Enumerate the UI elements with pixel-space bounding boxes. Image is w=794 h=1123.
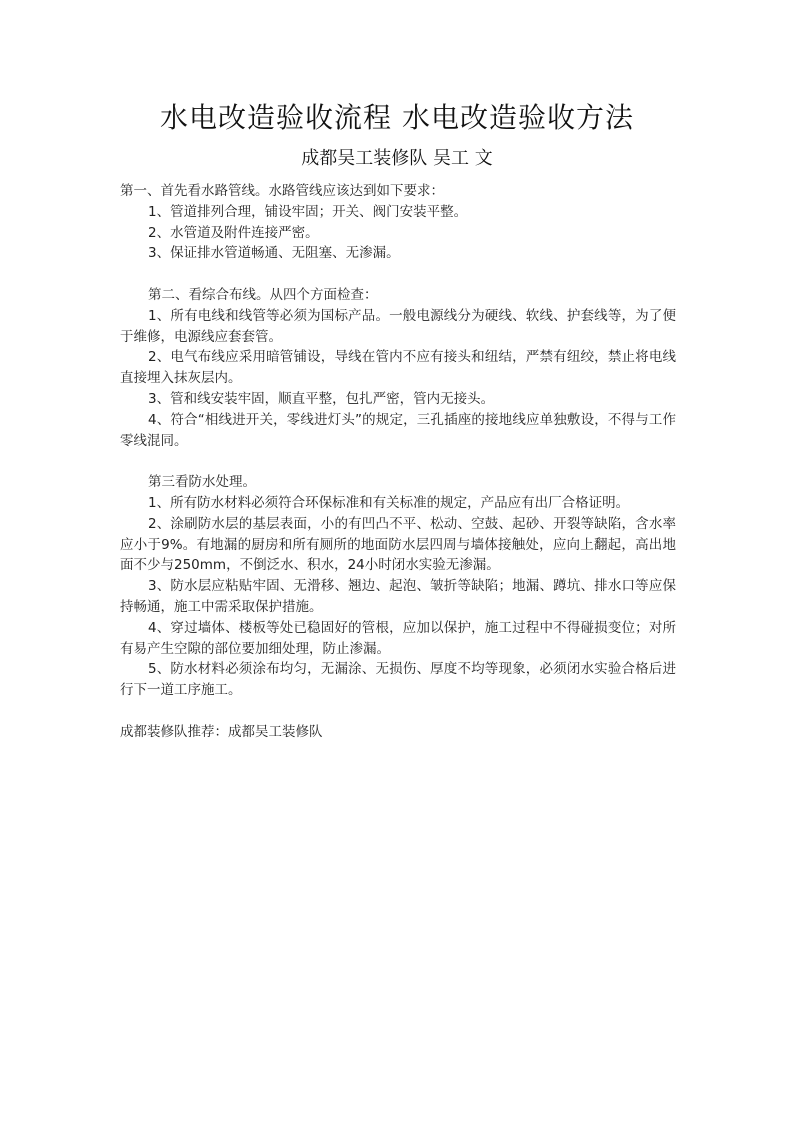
section2-item-2: 2、电气布线应采用暗管铺设，导线在管内不应有接头和纽结，严禁有纽绞，禁止将电线直接埋入抹灰层内。 <box>120 349 676 387</box>
section3-item-2: 2、涂刷防水层的基层表面，小的有凹凸不平、松动、空鼓、起砂、开裂等缺陷，含水率应小于9%。有地漏的厨房和所有厕所的地面防水层四周与墙体接触处，应向上翻起，高出地面不少与250mm，不倒泛水、积水，24小时闭水实验无渗漏。 <box>120 515 676 574</box>
section3-item-4: 4、穿过墙体、楼板等处已稳固好的管根，应加以保护，施工过程中不得碰损变位；对所有易产生空隙的部位要加细处理，防止渗漏。 <box>120 619 676 657</box>
section2-item-3: 3、管和线安装牢固，顺直平整，包扎严密，管内无接头。 <box>148 390 495 407</box>
document-title: 水电改造验收流程 水电改造验收方法 <box>160 101 634 134</box>
spacer <box>120 701 676 722</box>
section3-item-5: 5、防水材料必须涂布均匀，无漏涂、无损伤、厚度不均等现象，必须闭水实验合格后进行下一道工序施工。 <box>120 661 676 699</box>
spacer <box>120 264 676 285</box>
section1-item-2: 2、水管道及附件连接严密。 <box>148 224 319 241</box>
footer-recommendation: 成都装修队推荐：成都吴工装修队 <box>120 723 323 740</box>
author-line: 成都吴工装修队 吴工 文 <box>301 148 493 169</box>
section1-heading: 第一、首先看水路管线。水路管线应该达到如下要求： <box>120 183 444 199</box>
section1-item-3: 3、保证排水管道畅通、无阻塞、无渗漏。 <box>148 245 400 262</box>
section2-item-4: 4、符合“相线进开关，零线进灯头”的规定，三孔插座的接地线应单独敷设，不得与工作零线混同。 <box>120 411 676 449</box>
section2-heading: 第二、看综合布线。从四个方面检查： <box>148 286 378 303</box>
document-body <box>120 181 676 743</box>
section3-item-1: 1、所有防水材料必须符合环保标准和有关标准的规定，产品应有出厂合格证明。 <box>148 494 630 511</box>
spacer <box>120 451 676 472</box>
section1-item-1: 1、管道排列合理，铺设牢固；开关、阀门安装平整。 <box>148 203 468 220</box>
section3-item-3: 3、防水层应粘贴牢固、无滑移、翘边、起泡、皱折等缺陷；地漏、蹲坑、排水口等应保持畅通，施工中需采取保护措施。 <box>120 578 676 615</box>
section3-heading: 第三看防水处理。 <box>148 474 256 491</box>
section2-item-1: 1、所有电线和线管等必须为国标产品。一般电源线分为硬线、软线、护套线等，为了便于维修，电源线应套套管。 <box>120 307 676 345</box>
